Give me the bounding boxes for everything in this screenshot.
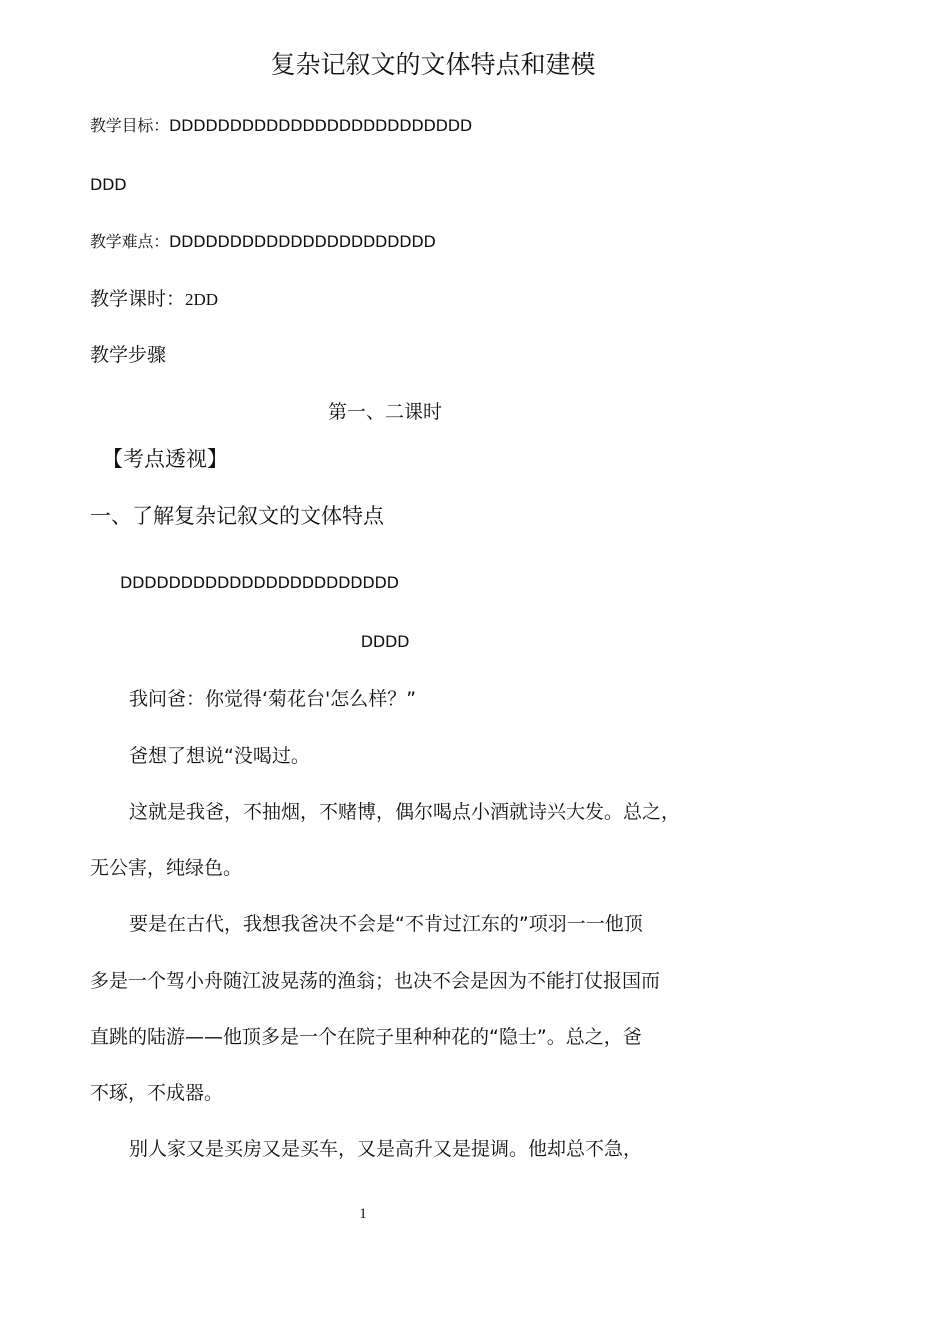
section-bracket-heading: 【考点透视】 <box>102 447 228 471</box>
essay-paragraph-continued: 多是一个驾小舟随江波晃荡的渔翁；也决不会是因为不能打仗报国而 <box>90 970 661 992</box>
lesson-heading: 第一、二课时 <box>327 401 442 423</box>
page-number: 1 <box>359 1206 367 1222</box>
teaching-difficulty-label: 教学难点： <box>90 232 170 251</box>
teaching-hours-value: 2DD <box>185 290 219 309</box>
essay-paragraph: 我问爸：你觉得‘菊花台'怎么样？” <box>129 688 417 710</box>
essay-paragraph: 爸想了想说“没喝过。 <box>129 745 310 767</box>
essay-paragraph-continued: 直跳的陆游——他顶多是一个在院子里种种花的“隐士”。总之，爸 <box>90 1026 642 1048</box>
document-title: 复杂记叙文的文体特点和建模 <box>270 50 596 79</box>
teaching-difficulty-value: DDDDDDDDDDDDDDDDDDDDDD <box>169 232 436 251</box>
essay-paragraph: 别人家又是买房又是买车，又是高升又是提调。他却总不急， <box>129 1138 643 1160</box>
intro-line: DDDDDDDDDDDDDDDDDDDDDDD <box>120 573 399 592</box>
teaching-goal-value: DDDDDDDDDDDDDDDDDDDDDDDDD <box>169 116 473 135</box>
essay-paragraph: 要是在古代，我想我爸决不会是“不肯过江东的”项羽一一他顶 <box>129 913 643 935</box>
section-one-heading: 一、了解复杂记叙文的文体特点 <box>90 504 384 528</box>
teaching-difficulty <box>90 234 436 250</box>
teaching-steps-heading: 教学步骤 <box>90 344 167 366</box>
teaching-goal <box>90 118 472 134</box>
essay-paragraph: 这就是我爸，不抽烟，不赌博，偶尔喝点小酒就诗兴大发。总之， <box>129 801 681 823</box>
essay-paragraph-continued: 不琢，不成器。 <box>90 1082 224 1104</box>
teaching-goal-continued: DDD <box>90 175 127 194</box>
sample-essay-title: DDDD <box>360 632 410 651</box>
teaching-hours-label: 教学课时： <box>90 288 186 310</box>
essay-paragraph-continued: 无公害，纯绿色。 <box>90 857 243 879</box>
teaching-hours <box>90 290 218 309</box>
teaching-goal-label: 教学目标： <box>90 116 170 135</box>
